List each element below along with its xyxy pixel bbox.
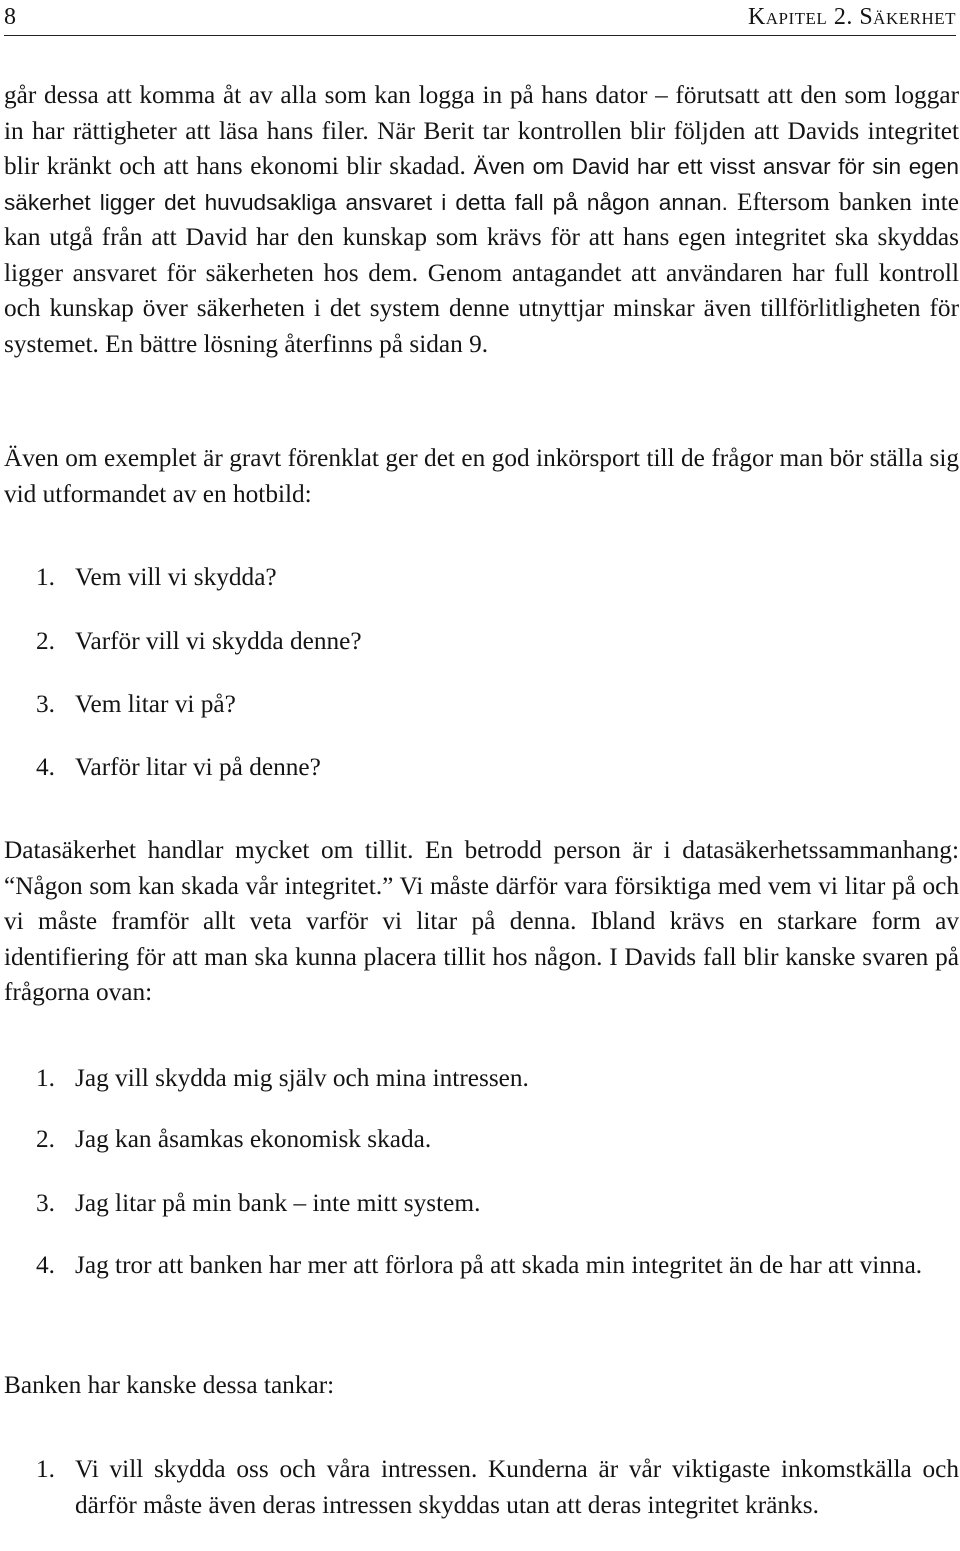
paragraph-intro bbox=[4, 78, 959, 362]
list-text: Jag vill skydda mig själv och mina intressen. bbox=[75, 1064, 529, 1092]
paragraph-trust: Datasäkerhet handlar mycket om tillit. En betrodd person är i datasäkerhetssammanhang: “Någon som kan skada vår integritet.” Vi måste därför vara försiktiga med vem vi litar på och vi måste framför allt veta varför vi litar på denna. Ibland krävs en starkare form av identifiering för att man ska kunna placera tillit hos någon. I Davids fall blir kanske svaren på frågorna ovan: bbox=[4, 836, 959, 1006]
paragraph-bank: Banken har kanske dessa tankar: bbox=[4, 1371, 335, 1399]
list-number: 1. bbox=[36, 1064, 55, 1092]
list-text: Vem litar vi på? bbox=[75, 690, 236, 718]
list-number: 1. bbox=[36, 563, 55, 591]
list-text: Jag tror att banken har mer att förlora på att skada min integritet än de har att vinna. bbox=[75, 1251, 923, 1279]
list-number: 4. bbox=[36, 1251, 55, 1279]
list-text: Jag litar på min bank – inte mitt system. bbox=[75, 1189, 481, 1217]
list-text: Jag kan åsamkas ekonomisk skada. bbox=[75, 1125, 432, 1153]
list-number: 3. bbox=[36, 1189, 55, 1217]
list-number: 3. bbox=[36, 690, 55, 718]
paragraph-example: Även om exemplet är gravt förenklat ger det en god inkörsport till de frågor man bör ställa sig vid utformandet av en hotbild: bbox=[4, 444, 959, 508]
running-title: Kapitel 2. Säkerhet bbox=[747, 4, 956, 30]
list-text: Vi vill skydda oss och våra intressen. Kunderna är vår viktigaste inkomstkälla och därför måste även deras intressen skyddas utan att deras integritet kränks. bbox=[75, 1455, 959, 1519]
paragraph-intro-part1: går dessa att komma åt av alla som kan logga in på hans dator – förutsatt att den som loggar in har rättigheter att läsa hans filer. När Berit tar kontrollen blir följden att Davids integritet blir kränkt och att hans ekonomi blir skadad. bbox=[4, 81, 959, 180]
list-text: Varför vill vi skydda denne? bbox=[75, 627, 362, 655]
list-number: 4. bbox=[36, 753, 55, 781]
page-number: 8 bbox=[4, 4, 16, 30]
list-text: Vem vill vi skydda? bbox=[75, 563, 277, 591]
paragraph-intro-part3: Eftersom banken inte kan utgå från att David har den kunskap som krävs för att hans egen integritet ska skyddas ligger ansvaret för säkerheten hos dem. Genom antagandet att användaren har full kontroll och kunskap över säkerheten i det system denne utnyttjar minskar även tillförlitligheten för systemet. En bättre lösning återfinns på sidan 9. bbox=[4, 187, 959, 358]
paragraph-intro-part2: Även om David har ett visst ansvar för sin egen säkerhet ligger det huvudsakliga ansvaret i detta fall på någon annan. bbox=[4, 154, 960, 215]
list-number: 2. bbox=[36, 1125, 55, 1153]
list-text: Varför litar vi på denne? bbox=[75, 753, 321, 781]
page-header bbox=[4, 2, 956, 36]
list-number: 2. bbox=[36, 627, 55, 655]
list-number: 1. bbox=[36, 1455, 55, 1483]
